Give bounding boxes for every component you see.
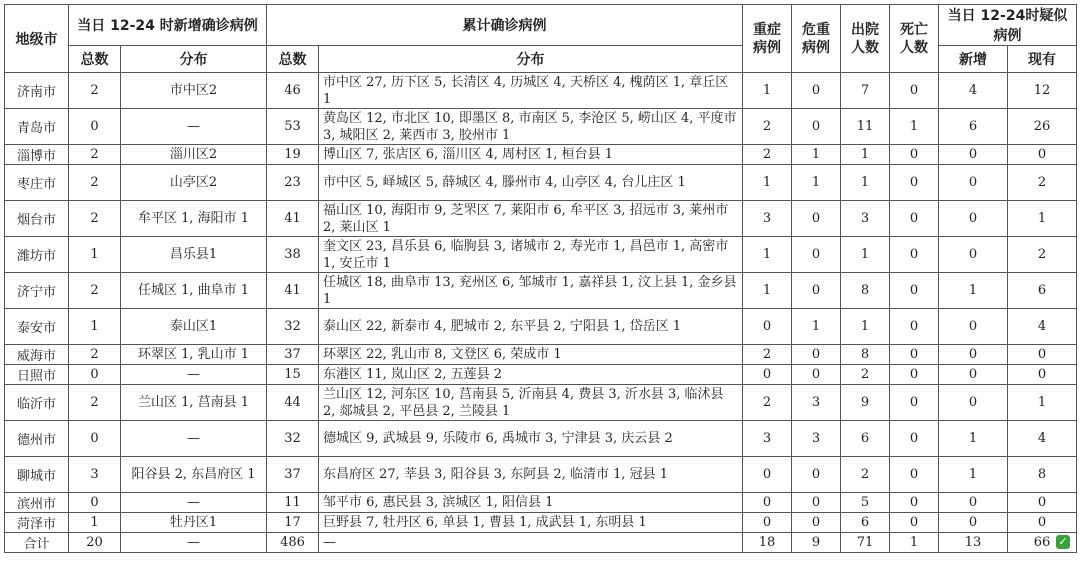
suspect-existing-cell: 12	[1008, 73, 1077, 109]
city-cell: 德州市	[5, 421, 69, 457]
cum-distribution-cell: 环翠区 22, 乳山市 8, 文登区 6, 荣成市 1	[319, 345, 743, 365]
death-cell: 0	[890, 273, 939, 309]
check-down-icon[interactable]: ✓	[1056, 535, 1070, 549]
critical-cell: 0	[792, 201, 841, 237]
critical-cell: 0	[792, 345, 841, 365]
table-row	[5, 109, 1077, 145]
severe-cell: 2	[743, 109, 792, 145]
city-cell: 潍坊市	[5, 237, 69, 273]
new-distribution-cell: 山亭区2	[121, 165, 267, 201]
city-cell: 济南市	[5, 73, 69, 109]
new-total-cell: 0	[69, 109, 121, 145]
cum-distribution-cell: 任城区 18, 曲阜市 13, 兖州区 6, 邹城市 1, 嘉祥县 1, 汶上县 1, 金乡县 1	[319, 273, 743, 309]
severe-cell: 1	[743, 73, 792, 109]
critical-cell: 3	[792, 421, 841, 457]
death-cell: 0	[890, 201, 939, 237]
header-critical: 危重病例	[792, 5, 841, 73]
cum-distribution-cell: 奎文区 23, 昌乐县 6, 临朐县 3, 诸城市 2, 寿光市 1, 昌邑市 1, 高密市 1, 安丘市 1	[319, 237, 743, 273]
new-distribution-cell: 环翠区 1, 乳山市 1	[121, 345, 267, 365]
header-suspect-group: 当日 12-24时疑似病例	[939, 5, 1077, 46]
city-cell: 青岛市	[5, 109, 69, 145]
death-cell: 0	[890, 165, 939, 201]
header-severe: 重症病例	[743, 5, 792, 73]
discharged-cell: 1	[841, 165, 890, 201]
new-total-cell: 0	[69, 365, 121, 385]
cum-total-cell: 17	[267, 513, 319, 533]
death-cell: 0	[890, 145, 939, 165]
suspect-new-cell: 0	[939, 345, 1008, 365]
new-total-cell: 1	[69, 309, 121, 345]
new-total-cell: 3	[69, 457, 121, 493]
new-total-cell: 20	[69, 533, 121, 553]
critical-cell: 1	[792, 165, 841, 201]
cum-total-cell: 41	[267, 273, 319, 309]
discharged-cell: 3	[841, 201, 890, 237]
header-new-total: 总数	[69, 46, 121, 73]
header-suspect-new: 新增	[939, 46, 1008, 73]
city-cell: 淄博市	[5, 145, 69, 165]
death-cell: 0	[890, 421, 939, 457]
discharged-cell: 1	[841, 237, 890, 273]
discharged-cell: 1	[841, 309, 890, 345]
discharged-cell: 7	[841, 73, 890, 109]
suspect-existing-cell: 0	[1008, 513, 1077, 533]
suspect-existing-cell: 2	[1008, 237, 1077, 273]
header-new-group: 当日 12-24 时新增确诊病例	[69, 5, 267, 46]
cum-distribution-cell: 兰山区 12, 河东区 10, 莒南县 5, 沂南县 4, 费县 3, 沂水县 3, 临沭县 2, 郯城县 2, 平邑县 2, 兰陵县 1	[319, 385, 743, 421]
new-total-cell: 0	[69, 493, 121, 513]
critical-cell: 0	[792, 73, 841, 109]
cum-total-cell: 41	[267, 201, 319, 237]
death-cell: 0	[890, 309, 939, 345]
new-distribution-cell: —	[121, 533, 267, 553]
city-cell: 烟台市	[5, 201, 69, 237]
new-distribution-cell: 牟平区 1, 海阳市 1	[121, 201, 267, 237]
suspect-new-cell: 6	[939, 109, 1008, 145]
cum-total-cell: 486	[267, 533, 319, 553]
city-cell: 枣庄市	[5, 165, 69, 201]
death-cell: 0	[890, 385, 939, 421]
cum-distribution-cell: 市中区 27, 历下区 5, 长清区 4, 历城区 4, 天桥区 4, 槐荫区 1, 章丘区 1	[319, 73, 743, 109]
suspect-new-cell: 0	[939, 309, 1008, 345]
suspect-new-cell: 0	[939, 145, 1008, 165]
suspect-new-cell: 0	[939, 513, 1008, 533]
new-total-cell: 2	[69, 165, 121, 201]
header-suspect-existing: 现有	[1008, 46, 1077, 73]
table-row	[5, 421, 1077, 457]
suspect-new-cell: 0	[939, 365, 1008, 385]
new-distribution-cell: 泰山区1	[121, 309, 267, 345]
discharged-cell: 6	[841, 513, 890, 533]
new-total-cell: 2	[69, 73, 121, 109]
suspect-new-cell: 0	[939, 201, 1008, 237]
cum-total-cell: 15	[267, 365, 319, 385]
header-row-1	[5, 5, 1077, 46]
discharged-cell: 11	[841, 109, 890, 145]
discharged-cell: 8	[841, 345, 890, 365]
header-discharged: 出院人数	[841, 5, 890, 73]
new-total-cell: 2	[69, 145, 121, 165]
severe-cell: 3	[743, 421, 792, 457]
cum-total-cell: 38	[267, 237, 319, 273]
critical-cell: 0	[792, 513, 841, 533]
critical-cell: 9	[792, 533, 841, 553]
new-distribution-cell: —	[121, 109, 267, 145]
suspect-existing-cell: 66	[1008, 533, 1077, 553]
table-row	[5, 309, 1077, 345]
cum-total-cell: 19	[267, 145, 319, 165]
cum-total-cell: 37	[267, 345, 319, 365]
severe-cell: 1	[743, 237, 792, 273]
table-container	[4, 4, 1076, 553]
discharged-cell: 8	[841, 273, 890, 309]
table-body	[5, 73, 1077, 553]
death-cell: 0	[890, 365, 939, 385]
severe-cell: 2	[743, 385, 792, 421]
suspect-existing-cell: 0	[1008, 145, 1077, 165]
discharged-cell: 2	[841, 365, 890, 385]
table-row	[5, 237, 1077, 273]
severe-cell: 0	[743, 309, 792, 345]
city-cell: 济宁市	[5, 273, 69, 309]
death-cell: 0	[890, 493, 939, 513]
new-distribution-cell: 牡丹区1	[121, 513, 267, 533]
suspect-new-cell: 13	[939, 533, 1008, 553]
new-distribution-cell: —	[121, 421, 267, 457]
header-new-distribution: 分布	[121, 46, 267, 73]
discharged-cell: 2	[841, 457, 890, 493]
new-total-cell: 1	[69, 513, 121, 533]
suspect-new-cell: 0	[939, 237, 1008, 273]
table-row	[5, 273, 1077, 309]
new-total-cell: 2	[69, 345, 121, 365]
city-cell: 滨州市	[5, 493, 69, 513]
header-cum-distribution: 分布	[319, 46, 743, 73]
city-cell: 日照市	[5, 365, 69, 385]
cum-total-cell: 44	[267, 385, 319, 421]
severe-cell: 1	[743, 273, 792, 309]
new-total-cell: 2	[69, 385, 121, 421]
cum-total-cell: 32	[267, 309, 319, 345]
total-row	[5, 533, 1077, 553]
severe-cell: 2	[743, 345, 792, 365]
death-cell: 0	[890, 345, 939, 365]
city-cell: 菏泽市	[5, 513, 69, 533]
critical-cell: 1	[792, 309, 841, 345]
discharged-cell: 71	[841, 533, 890, 553]
severe-cell: 0	[743, 365, 792, 385]
header-cum-group: 累计确诊病例	[267, 5, 743, 46]
cum-total-cell: 23	[267, 165, 319, 201]
suspect-new-cell: 0	[939, 493, 1008, 513]
critical-cell: 0	[792, 109, 841, 145]
discharged-cell: 6	[841, 421, 890, 457]
city-cell: 临沂市	[5, 385, 69, 421]
suspect-existing-cell: 4	[1008, 309, 1077, 345]
cum-distribution-cell: 博山区 7, 张店区 6, 淄川区 4, 周村区 1, 桓台县 1	[319, 145, 743, 165]
critical-cell: 0	[792, 457, 841, 493]
city-cell: 威海市	[5, 345, 69, 365]
header-cum-total: 总数	[267, 46, 319, 73]
new-distribution-cell: —	[121, 493, 267, 513]
table-row	[5, 365, 1077, 385]
critical-cell: 0	[792, 273, 841, 309]
header-death: 死亡人数	[890, 5, 939, 73]
new-distribution-cell: 淄川区2	[121, 145, 267, 165]
death-cell: 0	[890, 457, 939, 493]
suspect-existing-cell: 0	[1008, 345, 1077, 365]
death-cell: 0	[890, 513, 939, 533]
new-total-cell: 2	[69, 201, 121, 237]
new-total-cell: 0	[69, 421, 121, 457]
critical-cell: 0	[792, 237, 841, 273]
suspect-new-cell: 0	[939, 165, 1008, 201]
cum-distribution-cell: —	[319, 533, 743, 553]
severe-cell: 18	[743, 533, 792, 553]
discharged-cell: 9	[841, 385, 890, 421]
death-cell: 1	[890, 533, 939, 553]
new-distribution-cell: 市中区2	[121, 73, 267, 109]
cum-total-cell: 46	[267, 73, 319, 109]
death-cell: 0	[890, 73, 939, 109]
table-row	[5, 145, 1077, 165]
suspect-existing-cell: 6	[1008, 273, 1077, 309]
new-distribution-cell: 任城区 1, 曲阜市 1	[121, 273, 267, 309]
suspect-existing-cell: 8	[1008, 457, 1077, 493]
new-distribution-cell: 阳谷县 2, 东昌府区 1	[121, 457, 267, 493]
table-row	[5, 513, 1077, 533]
suspect-existing-cell: 1	[1008, 385, 1077, 421]
severe-cell: 3	[743, 201, 792, 237]
table-row	[5, 201, 1077, 237]
cum-distribution-cell: 东昌府区 27, 莘县 3, 阳谷县 3, 东阿县 2, 临清市 1, 冠县 1	[319, 457, 743, 493]
critical-cell: 3	[792, 385, 841, 421]
cum-total-cell: 37	[267, 457, 319, 493]
header-city: 地级市	[5, 5, 69, 73]
cum-distribution-cell: 黄岛区 12, 市北区 10, 即墨区 8, 市南区 5, 李沧区 5, 崂山区 4, 平度市 3, 城阳区 2, 莱西市 3, 胶州市 1	[319, 109, 743, 145]
table-row	[5, 345, 1077, 365]
new-distribution-cell: —	[121, 365, 267, 385]
suspect-new-cell: 0	[939, 385, 1008, 421]
covid-case-table	[4, 4, 1077, 553]
critical-cell: 0	[792, 365, 841, 385]
suspect-existing-cell: 4	[1008, 421, 1077, 457]
table-row	[5, 385, 1077, 421]
city-cell: 聊城市	[5, 457, 69, 493]
severe-cell: 1	[743, 165, 792, 201]
suspect-new-cell: 1	[939, 421, 1008, 457]
table-row	[5, 457, 1077, 493]
severe-cell: 0	[743, 457, 792, 493]
table-row	[5, 493, 1077, 513]
suspect-existing-cell: 2	[1008, 165, 1077, 201]
suspect-new-cell: 4	[939, 73, 1008, 109]
suspect-new-cell: 1	[939, 273, 1008, 309]
cum-distribution-cell: 泰山区 22, 新泰市 4, 肥城市 2, 东平县 2, 宁阳县 1, 岱岳区 1	[319, 309, 743, 345]
cum-distribution-cell: 东港区 11, 岚山区 2, 五莲县 2	[319, 365, 743, 385]
suspect-existing-cell: 26	[1008, 109, 1077, 145]
new-total-cell: 1	[69, 237, 121, 273]
cum-distribution-cell: 巨野县 7, 牡丹区 6, 单县 1, 曹县 1, 成武县 1, 东明县 1	[319, 513, 743, 533]
new-total-cell: 2	[69, 273, 121, 309]
cum-total-cell: 11	[267, 493, 319, 513]
severe-cell: 2	[743, 145, 792, 165]
discharged-cell: 1	[841, 145, 890, 165]
city-cell: 泰安市	[5, 309, 69, 345]
critical-cell: 0	[792, 493, 841, 513]
table-row	[5, 73, 1077, 109]
suspect-new-cell: 1	[939, 457, 1008, 493]
cum-distribution-cell: 市中区 5, 峄城区 5, 薛城区 4, 滕州市 4, 山亭区 4, 台儿庄区 1	[319, 165, 743, 201]
critical-cell: 1	[792, 145, 841, 165]
suspect-existing-cell: 1	[1008, 201, 1077, 237]
death-cell: 0	[890, 237, 939, 273]
table-row	[5, 165, 1077, 201]
severe-cell: 0	[743, 513, 792, 533]
death-cell: 1	[890, 109, 939, 145]
cum-distribution-cell: 邹平市 6, 惠民县 3, 滨城区 1, 阳信县 1	[319, 493, 743, 513]
discharged-cell: 5	[841, 493, 890, 513]
suspect-existing-cell: 0	[1008, 365, 1077, 385]
cum-total-cell: 32	[267, 421, 319, 457]
cum-distribution-cell: 德城区 9, 武城县 9, 乐陵市 6, 禹城市 3, 宁津县 3, 庆云县 2	[319, 421, 743, 457]
severe-cell: 0	[743, 493, 792, 513]
city-cell: 合计	[5, 533, 69, 553]
suspect-existing-cell: 0	[1008, 493, 1077, 513]
cum-total-cell: 53	[267, 109, 319, 145]
cum-distribution-cell: 福山区 10, 海阳市 9, 芝罘区 7, 莱阳市 6, 牟平区 3, 招远市 3, 莱州市 2, 莱山区 1	[319, 201, 743, 237]
new-distribution-cell: 昌乐县1	[121, 237, 267, 273]
new-distribution-cell: 兰山区 1, 莒南县 1	[121, 385, 267, 421]
